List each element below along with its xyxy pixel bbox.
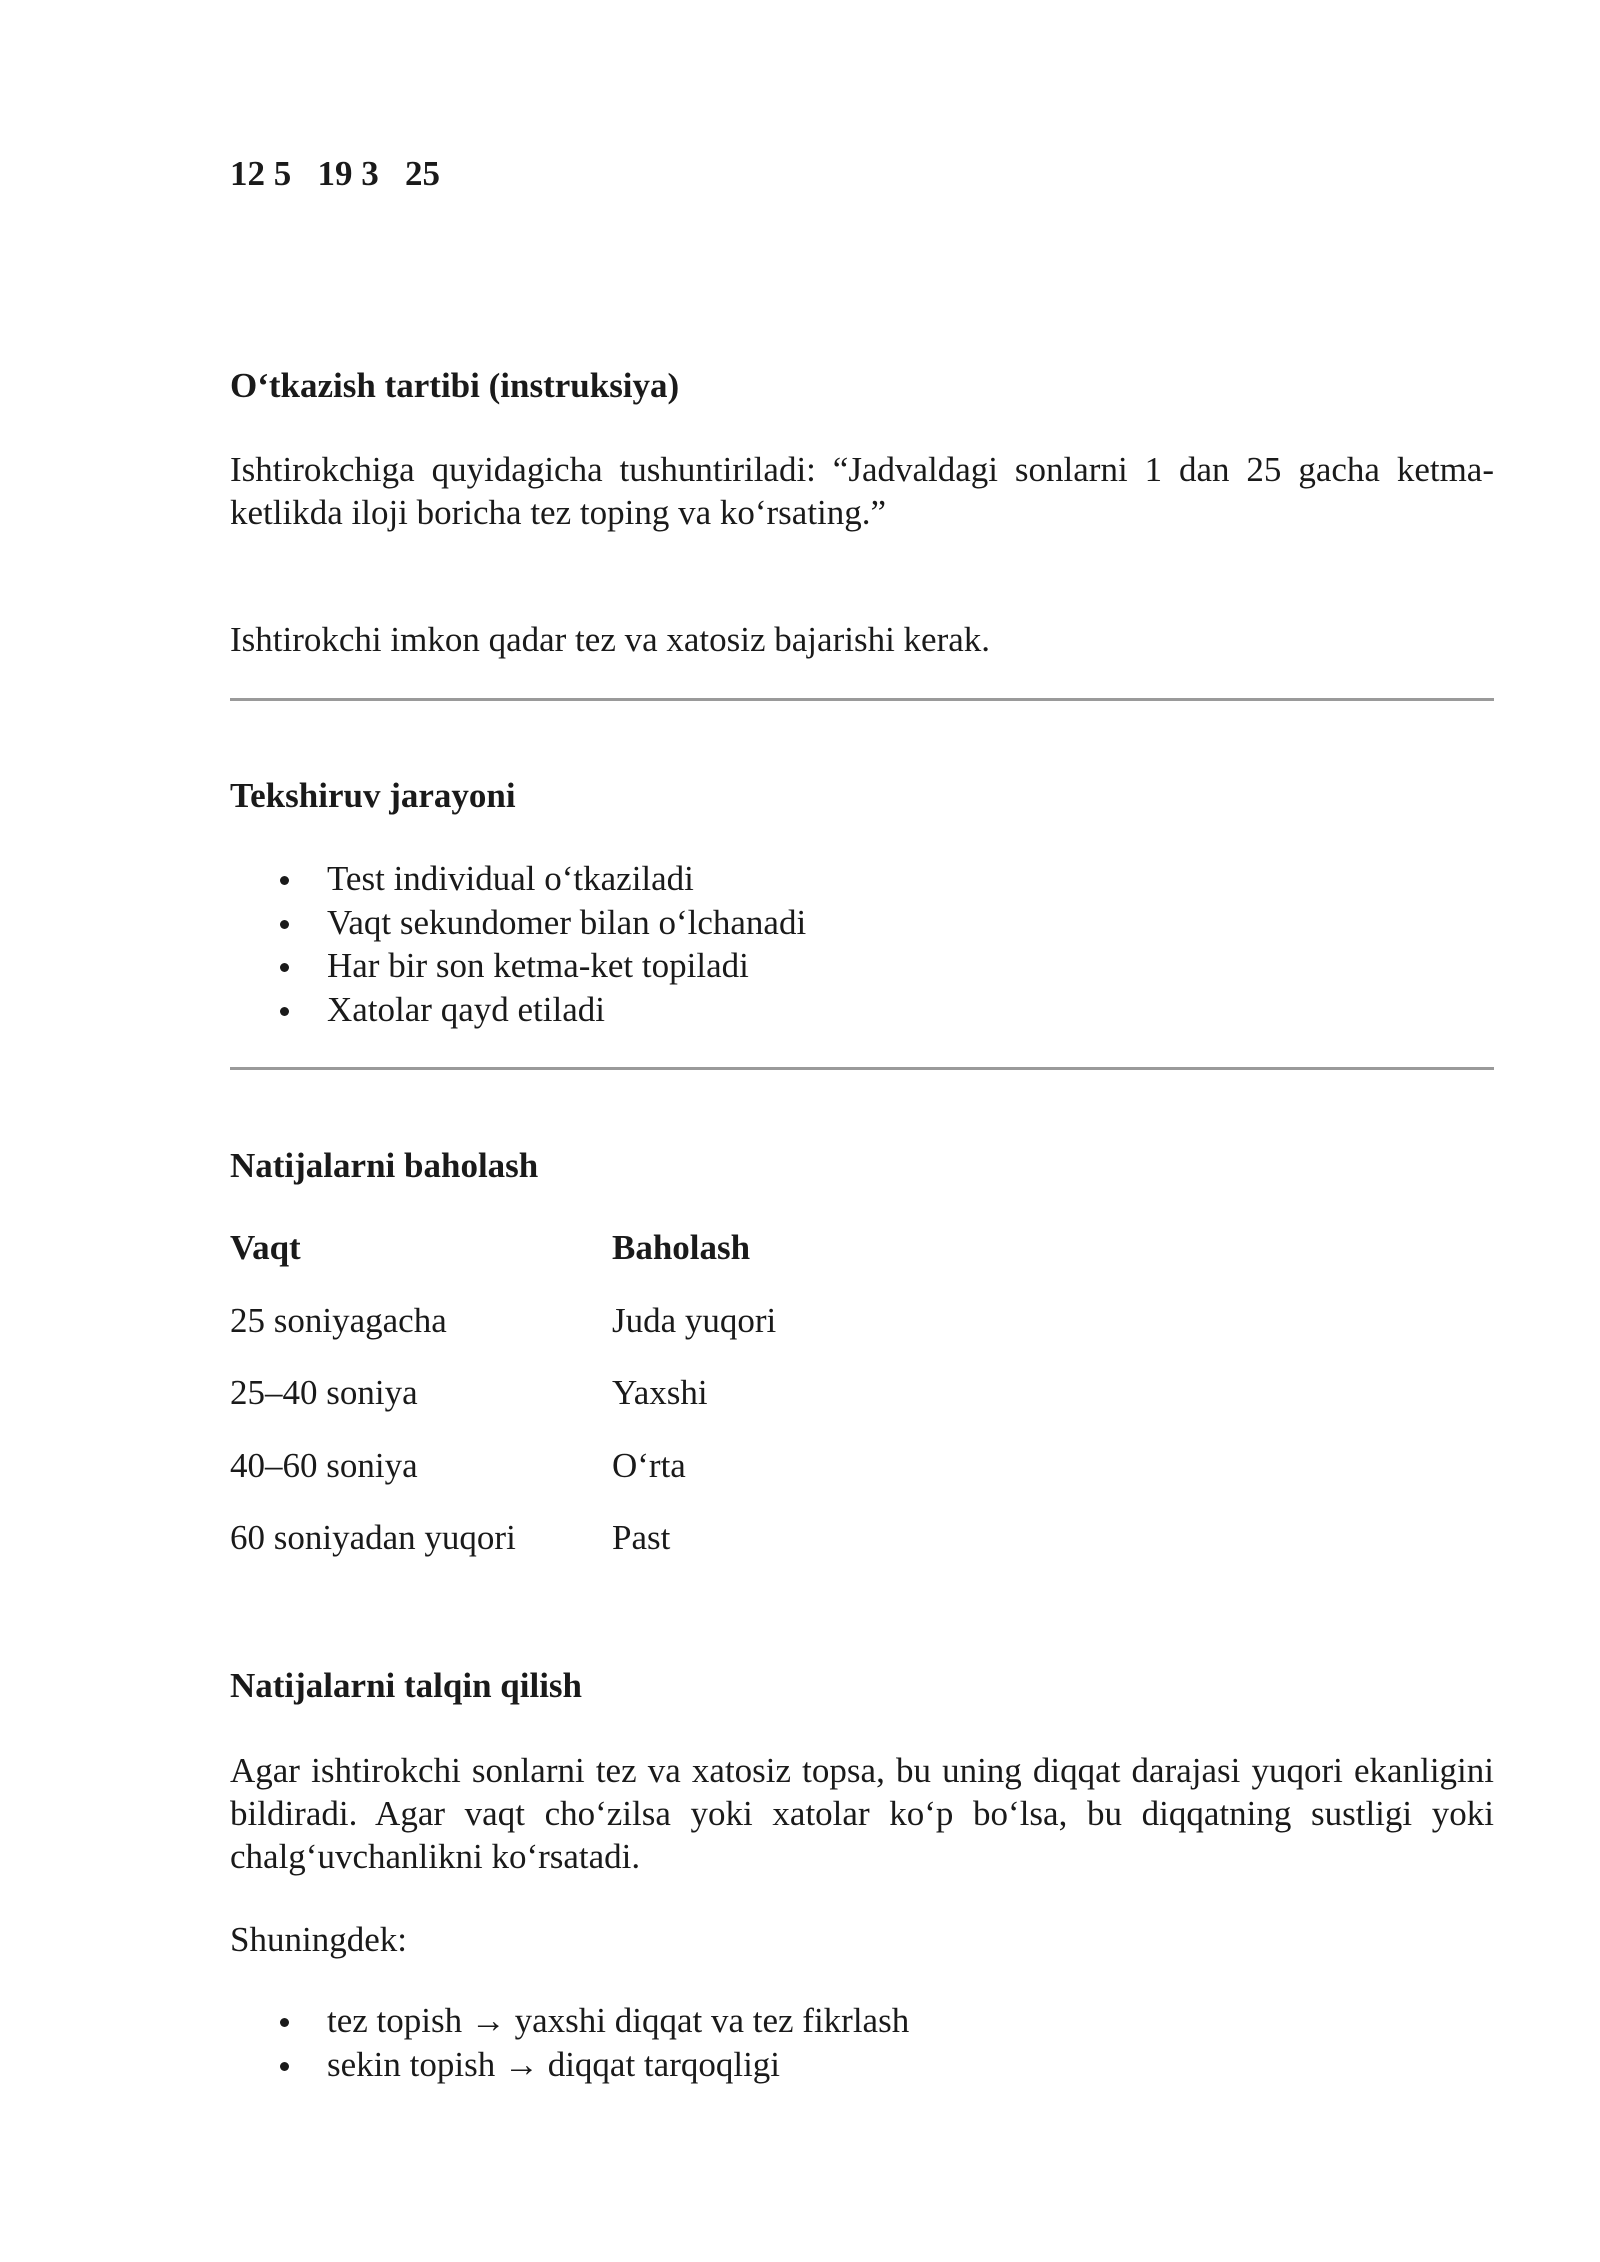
rating-cell: Yaxshi <box>612 1373 708 1412</box>
interpretation-paragraph: Agar ishtirokchi sonlarni tez va xatosiz topsa, bu uning diqqat darajasi yuqori ekanligini bildiradi. Agar vaqt cho‘zilsa yoki xatolar ko‘p bo‘lsa, bu diqqatning sustligi yoki chalg‘uvchanlikni ko‘rsatadi. <box>230 1751 1494 1876</box>
time-cell: 40–60 soniya <box>230 1445 418 1485</box>
interpretation-list <box>230 1999 909 2086</box>
list-item: Xatolar qayd etiladi <box>230 988 806 1032</box>
list-item: tez topish → yaxshi diqqat va tez fikrlash <box>230 1999 909 2043</box>
list-item: Test individual o‘tkaziladi <box>230 857 806 901</box>
table-header-row <box>230 1228 776 1301</box>
procedure-note: Ishtirokchi imkon qadar tez va xatosiz bajarishi kerak. <box>230 620 991 659</box>
divider <box>230 1067 1494 1070</box>
table-row <box>230 1373 776 1446</box>
evaluation-heading: Natijalarni baholash <box>230 1146 539 1185</box>
rating-cell: Past <box>612 1518 671 1557</box>
process-heading: Tekshiruv jarayoni <box>230 776 516 815</box>
evaluation-table <box>230 1228 776 1591</box>
time-cell: 25 soniyagacha <box>230 1300 447 1340</box>
procedure-instruction-text: Ishtirokchiga quyidagicha tushuntiriladi: “Jadvaldagi sonlarni 1 dan 25 gacha ketma-ketlikda iloji boricha tez toping va ko‘rsating.” <box>230 450 1494 532</box>
table-row <box>230 1446 776 1519</box>
column-header-time: Vaqt <box>230 1228 301 1267</box>
column-header-rating: Baholash <box>612 1228 751 1267</box>
rating-cell: Juda yuqori <box>612 1300 777 1340</box>
table-row <box>230 1518 776 1591</box>
list-item: sekin topish → diqqat tarqoqligi <box>230 2043 909 2087</box>
time-cell: 25–40 soniya <box>230 1373 418 1412</box>
procedure-heading: O‘tkazish tartibi (instruksiya) <box>230 366 680 405</box>
table-row <box>230 1301 776 1374</box>
list-item: Vaqt sekundomer bilan o‘lchanadi <box>230 901 806 945</box>
interpretation-heading: Natijalarni talqin qilish <box>230 1666 583 1705</box>
procedure-instruction <box>230 448 1494 534</box>
list-item: Har bir son ketma-ket topiladi <box>230 944 806 988</box>
process-list <box>230 857 806 1031</box>
rating-cell: O‘rta <box>612 1445 686 1485</box>
time-cell: 60 soniyadan yuqori <box>230 1518 516 1557</box>
interpretation-also: Shuningdek: <box>230 1920 407 1959</box>
number-sequence: 12 5 19 3 25 <box>230 154 440 193</box>
divider <box>230 698 1494 701</box>
